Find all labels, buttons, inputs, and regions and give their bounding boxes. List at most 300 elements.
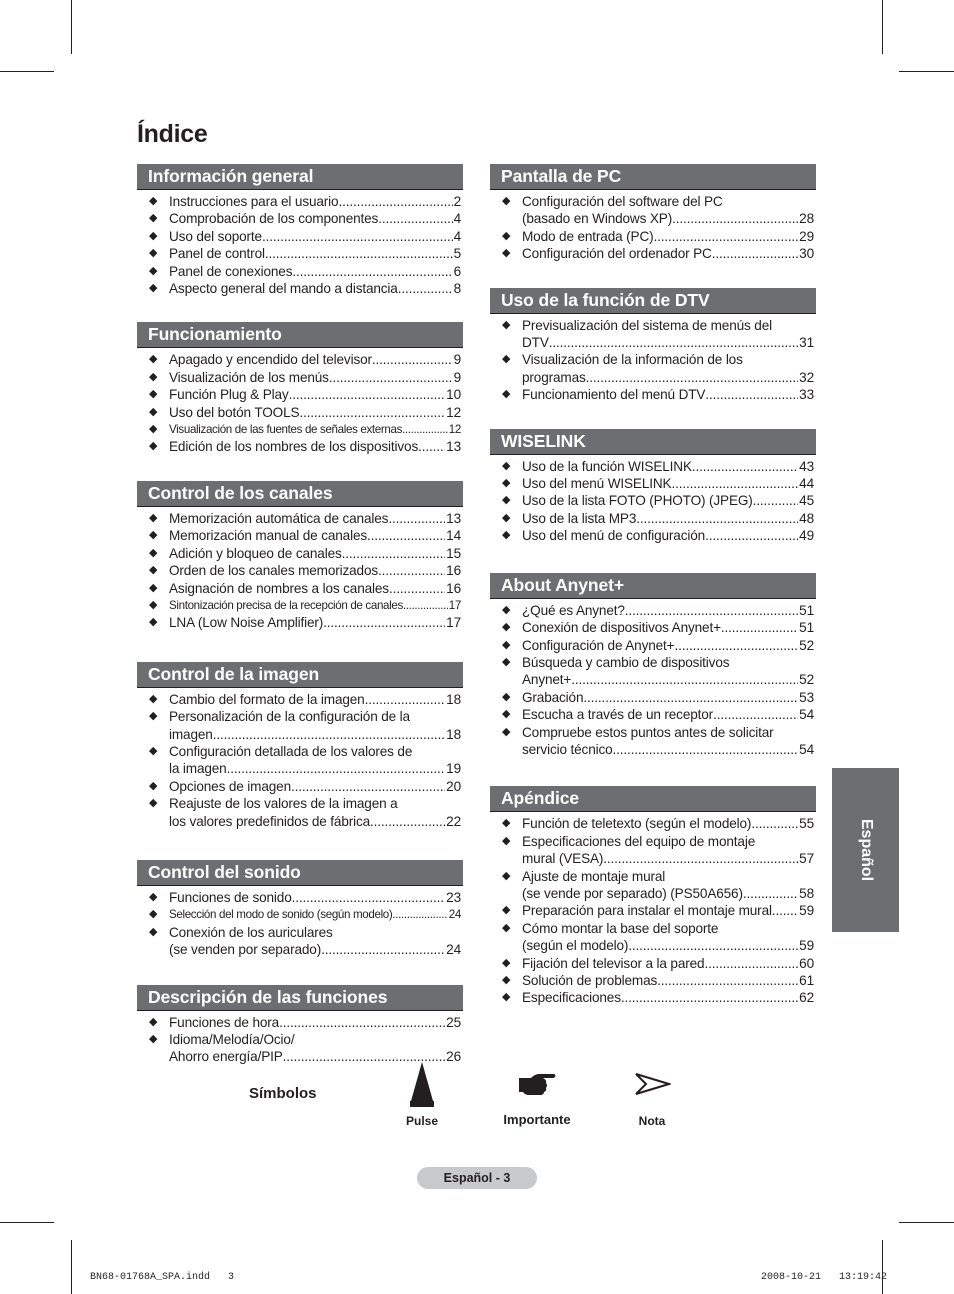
diamond-bullet-icon: ◆: [149, 598, 158, 611]
dot-leader: [625, 602, 798, 619]
toc-entry[interactable]: [137, 795, 463, 830]
entry-title: programas: [522, 369, 586, 385]
dot-leader: [265, 245, 453, 262]
diamond-bullet-icon: ◆: [149, 511, 158, 524]
entry-page-number: 52: [799, 672, 814, 688]
toc-section: [137, 164, 463, 297]
crop-mark: [882, 0, 883, 54]
toc-entry[interactable]: [137, 614, 463, 631]
entry-title: Escucha a través de un receptor: [522, 707, 714, 723]
entry-page-number: 45: [799, 493, 814, 509]
diamond-bullet-icon: ◆: [502, 690, 511, 703]
toc-section: [490, 573, 816, 759]
diamond-bullet-icon: ◆: [149, 616, 158, 629]
dot-leader: [549, 334, 798, 351]
entry-title: Uso de la lista FOTO (PHOTO) (JPEG): [522, 493, 753, 509]
dot-leader: [227, 760, 446, 777]
entry-title: Visualización de las fuentes de señales externas: [169, 423, 403, 437]
entry-title: Opciones de imagen: [169, 778, 291, 794]
diamond-bullet-icon: ◆: [149, 692, 158, 705]
crop-mark: [71, 0, 72, 54]
diamond-bullet-icon: ◆: [149, 1015, 158, 1028]
toc-section: [137, 322, 463, 455]
entry-title: Función de teletexto (según el modelo): [522, 816, 752, 832]
entry-title: la imagen: [169, 761, 227, 777]
diamond-bullet-icon: ◆: [502, 725, 511, 738]
dot-leader: [279, 1014, 445, 1031]
entry-title: Panel de conexiones: [169, 263, 293, 279]
entry-title: Configuración del software del PC: [522, 194, 723, 209]
dot-leader: [418, 438, 445, 455]
entry-title: Fijación del televisor a la pared: [522, 955, 705, 971]
symbol-important-caption: Importante: [503, 1112, 571, 1127]
entry-page-number: 9: [453, 352, 461, 368]
dot-leader: [657, 972, 798, 989]
entry-title: Asignación de nombres a los canales: [169, 580, 389, 596]
toc-entry[interactable]: [490, 386, 816, 403]
dot-leader: [292, 889, 446, 906]
toc-entry[interactable]: [490, 955, 816, 972]
diamond-bullet-icon: ◆: [149, 581, 158, 594]
toc-entry[interactable]: [490, 689, 816, 706]
entry-title: DTV: [522, 335, 549, 351]
toc-entry[interactable]: [137, 1014, 463, 1031]
diamond-bullet-icon: ◆: [149, 353, 158, 366]
entry-title: LNA (Low Noise Amplifier): [169, 615, 324, 631]
diamond-bullet-icon: ◆: [149, 779, 158, 792]
diamond-bullet-icon: ◆: [149, 388, 158, 401]
section-header: Control del sonido: [137, 860, 463, 886]
entry-title: Función Plug & Play: [169, 387, 289, 403]
toc-section: [137, 860, 463, 959]
toc-entry[interactable]: [137, 889, 463, 906]
entry-title: Comprobación de los componentes: [169, 211, 379, 227]
diamond-bullet-icon: ◆: [149, 247, 158, 260]
dot-leader: [392, 906, 447, 923]
toc-entry[interactable]: [490, 654, 816, 689]
dot-leader: [329, 369, 453, 386]
entry-title: Uso del menú WISELINK: [522, 476, 672, 492]
toc-entry[interactable]: [490, 619, 816, 636]
diamond-bullet-icon: ◆: [502, 529, 511, 542]
crop-mark: [0, 71, 54, 72]
entry-title: Uso del botón TOOLS: [169, 404, 300, 420]
toc-entry[interactable]: [490, 317, 816, 352]
entry-page-number: 17: [446, 615, 461, 631]
toc-entry[interactable]: [490, 833, 816, 868]
entry-page-number: 12: [446, 404, 461, 420]
toc-entry[interactable]: [490, 706, 816, 723]
entry-title: Uso del menú de configuración: [522, 528, 706, 544]
diamond-bullet-icon: ◆: [149, 282, 158, 295]
toc-section: [137, 481, 463, 632]
toc-entry[interactable]: [137, 562, 463, 579]
dot-leader: [338, 193, 452, 210]
section-header: Control de los canales: [137, 481, 463, 507]
diamond-bullet-icon: ◆: [149, 925, 158, 938]
diamond-bullet-icon: ◆: [502, 621, 511, 634]
toc-entry[interactable]: [137, 263, 463, 280]
entry-title: Orden de los canales memorizados: [169, 563, 379, 579]
entry-page-number: 60: [799, 955, 814, 971]
entry-title: Aspecto general del mando a distancia: [169, 281, 398, 297]
toc-entry[interactable]: [137, 906, 463, 923]
diamond-bullet-icon: ◆: [502, 459, 511, 472]
diamond-bullet-icon: ◆: [502, 477, 511, 490]
diamond-bullet-icon: ◆: [502, 388, 511, 401]
entry-page-number: 29: [799, 228, 814, 244]
entry-title: Ajuste de montaje mural: [522, 868, 666, 884]
toc-entry[interactable]: [137, 438, 463, 455]
arrowhead-icon: [635, 1073, 671, 1095]
diamond-bullet-icon: ◆: [502, 708, 511, 721]
entry-page-number: 51: [799, 602, 814, 618]
entry-page-number: 12: [448, 423, 461, 437]
toc-entry[interactable]: [490, 724, 816, 759]
entry-page-number: 23: [446, 889, 461, 905]
toc-entry[interactable]: [137, 924, 463, 959]
entry-title: Memorización manual de canales: [169, 528, 367, 544]
toc-entry[interactable]: [490, 193, 816, 228]
dot-leader: [671, 475, 798, 492]
diamond-bullet-icon: ◆: [502, 655, 511, 668]
toc-entry[interactable]: [137, 245, 463, 262]
dot-leader: [621, 989, 798, 1006]
dot-leader: [372, 351, 453, 368]
entry-title: servicio técnico: [522, 741, 613, 757]
toc-entry[interactable]: [137, 691, 463, 708]
entry-page-number: 54: [799, 741, 814, 757]
entry-title: Apagado y encendido del televisor: [169, 352, 372, 368]
dot-leader: [398, 280, 453, 297]
diamond-bullet-icon: ◆: [502, 956, 511, 969]
entry-title: Ahorro energía/PIP: [169, 1049, 283, 1065]
entry-title: Especificaciones del equipo de montaje: [522, 833, 756, 849]
dot-leader: [674, 637, 798, 654]
dot-leader: [402, 421, 448, 438]
entry-page-number: 20: [446, 778, 461, 794]
diamond-bullet-icon: ◆: [502, 834, 511, 847]
dot-leader: [342, 545, 446, 562]
entry-page-number: 9: [453, 369, 461, 385]
entry-title: mural (VESA): [522, 851, 604, 867]
page-number-badge: Español - 3: [417, 1167, 537, 1189]
diamond-bullet-icon: ◆: [149, 710, 158, 723]
diamond-bullet-icon: ◆: [149, 908, 158, 921]
toc-entry[interactable]: [490, 245, 816, 262]
toc-entry[interactable]: [490, 989, 816, 1006]
diamond-bullet-icon: ◆: [149, 890, 158, 903]
section-header: Uso de la función de DTV: [490, 288, 816, 314]
crop-mark: [71, 1240, 72, 1294]
dot-leader: [292, 263, 452, 280]
toc-entry[interactable]: [490, 637, 816, 654]
symbol-note-caption: Nota: [638, 1114, 666, 1128]
dot-leader: [389, 580, 445, 597]
entry-page-number: 24: [446, 942, 461, 958]
dot-leader: [654, 228, 799, 245]
entry-page-number: 16: [446, 580, 461, 596]
dot-leader: [323, 614, 445, 631]
diamond-bullet-icon: ◆: [149, 195, 158, 207]
dot-leader: [672, 210, 798, 227]
dot-leader: [403, 597, 448, 614]
entry-title: Uso del soporte: [169, 228, 262, 244]
toc-entry[interactable]: [137, 743, 463, 778]
dot-leader: [603, 850, 798, 867]
toc-entry[interactable]: [137, 386, 463, 403]
entry-page-number: 18: [446, 691, 461, 707]
section-header: Funcionamiento: [137, 322, 463, 348]
dot-leader: [713, 706, 798, 723]
toc-entry[interactable]: [137, 351, 463, 368]
diamond-bullet-icon: ◆: [502, 195, 511, 207]
entry-title: Cambio del formato de la imagen: [169, 691, 365, 707]
toc-section: [490, 786, 816, 1006]
toc-entry[interactable]: [490, 902, 816, 919]
entry-page-number: 62: [799, 990, 814, 1006]
dot-leader: [299, 404, 445, 421]
print-filename: BN68-01768A_SPA.indd 3: [90, 1272, 235, 1283]
entry-page-number: 53: [799, 689, 814, 705]
entry-page-number: 32: [799, 369, 814, 385]
entry-page-number: 5: [453, 246, 461, 262]
dot-leader: [705, 527, 798, 544]
entry-page-number: 8: [453, 281, 461, 297]
entry-page-number: 43: [799, 458, 814, 474]
section-header: About Anynet+: [490, 573, 816, 599]
entry-page-number: 31: [799, 335, 814, 351]
diamond-bullet-icon: ◆: [502, 603, 511, 616]
dot-leader: [704, 955, 798, 972]
toc-entry[interactable]: [490, 920, 816, 955]
dot-leader: [721, 619, 798, 636]
dot-leader: [367, 527, 445, 544]
entry-page-number: 28: [799, 211, 814, 227]
dot-leader: [751, 815, 798, 832]
dot-leader: [289, 386, 446, 403]
diamond-bullet-icon: ◆: [502, 638, 511, 651]
section-header: Pantalla de PC: [490, 164, 816, 190]
entry-title: (se vende por separado) (PS50A656): [522, 885, 743, 901]
entry-page-number: 14: [446, 528, 461, 544]
entry-title: Modo de entrada (PC): [522, 228, 654, 244]
toc-entry[interactable]: [490, 228, 816, 245]
entry-title: Especificaciones: [522, 990, 621, 1006]
entry-page-number: 51: [799, 620, 814, 636]
crop-mark: [899, 71, 954, 72]
toc-section: [490, 429, 816, 545]
entry-page-number: 59: [799, 938, 814, 954]
print-datetime: 2008-10-21 13:19:42: [761, 1272, 888, 1283]
language-tab-label: Español: [857, 818, 875, 882]
entry-title: Personalización de la configuración de la: [169, 709, 410, 725]
dot-leader: [571, 671, 798, 688]
diamond-bullet-icon: ◆: [149, 744, 158, 757]
entry-page-number: 54: [799, 707, 814, 723]
toc-right-column: [490, 164, 816, 1007]
entry-page-number: 24: [448, 908, 461, 922]
entry-page-number: 4: [453, 228, 461, 244]
entry-title: Adición y bloqueo de canales: [169, 545, 342, 561]
diamond-bullet-icon: ◆: [502, 921, 511, 934]
section-header: Descripción de las funciones: [137, 985, 463, 1011]
entry-title: Solución de problemas: [522, 973, 658, 988]
toc-entry[interactable]: [137, 228, 463, 245]
entry-title: Anynet+: [522, 672, 572, 688]
diamond-bullet-icon: ◆: [149, 405, 158, 418]
entry-page-number: 22: [446, 813, 461, 829]
section-header: Apéndice: [490, 786, 816, 812]
toc-entry[interactable]: [137, 597, 463, 614]
entry-page-number: 6: [453, 263, 461, 279]
section-header: Control de la imagen: [137, 662, 463, 688]
entry-title: Uso de la función WISELINK: [522, 458, 692, 474]
entry-title: Reajuste de los valores de la imagen a: [169, 796, 398, 812]
entry-title: (basado en Windows XP): [522, 211, 673, 227]
entry-page-number: 17: [448, 598, 461, 612]
entry-title: Configuración de Anynet+: [522, 637, 675, 653]
toc-entry[interactable]: [137, 527, 463, 544]
entry-title: Uso de la lista MP3: [522, 510, 637, 526]
entry-title: Previsualización del sistema de menús del: [522, 317, 772, 333]
entry-page-number: 58: [799, 885, 814, 901]
toc-section: [137, 662, 463, 830]
dot-leader: [772, 902, 798, 919]
entry-page-number: 57: [799, 851, 814, 867]
diamond-bullet-icon: ◆: [502, 869, 511, 882]
toc-entry[interactable]: [137, 708, 463, 743]
entry-title: ¿Qué es Anynet?: [522, 602, 625, 618]
entry-title: Funciones de sonido: [169, 889, 292, 905]
dot-leader: [743, 885, 798, 902]
entry-title: Visualización de la información de los: [522, 352, 743, 368]
toc-left-column: [137, 164, 463, 1066]
entry-page-number: 18: [446, 726, 461, 742]
toc-entry[interactable]: [137, 280, 463, 297]
toc-section: [490, 164, 816, 263]
diamond-bullet-icon: ◆: [502, 904, 511, 917]
entry-page-number: 61: [799, 973, 814, 988]
pointing-hand-icon: [517, 1071, 557, 1097]
toc-entry[interactable]: [137, 193, 463, 210]
dot-leader: [692, 458, 798, 475]
dot-leader: [370, 813, 445, 830]
entry-page-number: 16: [446, 563, 461, 579]
toc-entry[interactable]: [137, 545, 463, 562]
diamond-bullet-icon: ◆: [149, 529, 158, 542]
toc-entry[interactable]: [137, 580, 463, 597]
entry-title: Configuración detallada de los valores de: [169, 743, 413, 759]
diamond-bullet-icon: ◆: [149, 370, 158, 383]
entry-title: Memorización automática de canales: [169, 510, 389, 526]
toc-entry[interactable]: [137, 510, 463, 527]
diamond-bullet-icon: ◆: [502, 817, 511, 830]
diamond-bullet-icon: ◆: [502, 353, 511, 366]
toc-entry[interactable]: [490, 815, 816, 832]
toc-entry[interactable]: [490, 510, 816, 527]
entry-page-number: 15: [446, 545, 461, 561]
entry-title: Cómo montar la base del soporte: [522, 920, 719, 936]
diamond-bullet-icon: ◆: [149, 423, 158, 436]
toc-entry[interactable]: [490, 475, 816, 492]
toc-entry[interactable]: [490, 972, 816, 989]
diamond-bullet-icon: ◆: [149, 1033, 158, 1045]
entry-title: Funcionamiento del menú DTV: [522, 387, 706, 403]
toc-entry[interactable]: [490, 602, 816, 619]
dot-leader: [378, 210, 452, 227]
section-header: Información general: [137, 164, 463, 190]
toc-section: [137, 985, 463, 1066]
entry-title: Panel de control: [169, 246, 265, 262]
toc-entry[interactable]: [137, 778, 463, 795]
entry-page-number: 13: [446, 439, 461, 455]
diamond-bullet-icon: ◆: [149, 229, 158, 242]
crop-mark: [0, 1222, 54, 1223]
entry-title: Preparación para instalar el montaje mural: [522, 903, 772, 919]
entry-page-number: 25: [446, 1014, 461, 1030]
toc-entry[interactable]: [137, 421, 463, 438]
dot-leader: [636, 510, 798, 527]
dot-leader: [613, 741, 799, 758]
dot-leader: [365, 691, 446, 708]
dot-leader: [262, 228, 453, 245]
entry-page-number: 49: [799, 528, 814, 544]
language-tab: [832, 768, 899, 932]
crop-mark: [899, 1222, 954, 1223]
entry-title: Edición de los nombres de los dispositivos: [169, 439, 419, 455]
entry-title: Conexión de dispositivos Anynet+: [522, 620, 721, 636]
entry-title: los valores predefinidos de fábrica: [169, 813, 371, 829]
toc-entry[interactable]: [137, 210, 463, 227]
entry-page-number: 59: [799, 903, 814, 919]
entry-page-number: 44: [799, 476, 814, 492]
entry-title: Instrucciones para el usuario: [169, 194, 339, 209]
toc-entry[interactable]: [490, 492, 816, 509]
diamond-bullet-icon: ◆: [149, 564, 158, 577]
entry-title: imagen: [169, 726, 213, 742]
crop-mark: [882, 1240, 883, 1294]
entry-title: Funciones de hora: [169, 1014, 280, 1030]
entry-page-number: 30: [799, 246, 814, 262]
toc-entry[interactable]: [490, 527, 816, 544]
page-title: Índice: [137, 120, 208, 148]
dot-leader: [586, 369, 799, 386]
entry-page-number: 52: [799, 637, 814, 653]
entry-page-number: 55: [799, 816, 814, 832]
dot-leader: [753, 492, 799, 509]
entry-page-number: 4: [453, 211, 461, 227]
dot-leader: [321, 941, 445, 958]
toc-entry[interactable]: [490, 351, 816, 386]
diamond-bullet-icon: ◆: [502, 247, 511, 260]
toc-entry[interactable]: [137, 369, 463, 386]
toc-entry[interactable]: [490, 458, 816, 475]
diamond-bullet-icon: ◆: [502, 974, 511, 986]
entry-title: Búsqueda y cambio de dispositivos: [522, 654, 730, 670]
entry-page-number: 10: [446, 387, 461, 403]
entry-title: Configuración del ordenador PC: [522, 246, 712, 262]
diamond-bullet-icon: ◆: [502, 318, 511, 331]
toc-entry[interactable]: [137, 404, 463, 421]
diamond-bullet-icon: ◆: [502, 229, 511, 242]
entry-page-number: 13: [446, 510, 461, 526]
diamond-bullet-icon: ◆: [149, 264, 158, 277]
entry-title: Selección del modo de sonido (según modelo): [169, 908, 393, 922]
toc-entry[interactable]: [490, 868, 816, 903]
diamond-bullet-icon: ◆: [149, 212, 158, 225]
entry-page-number: 26: [446, 1049, 461, 1065]
